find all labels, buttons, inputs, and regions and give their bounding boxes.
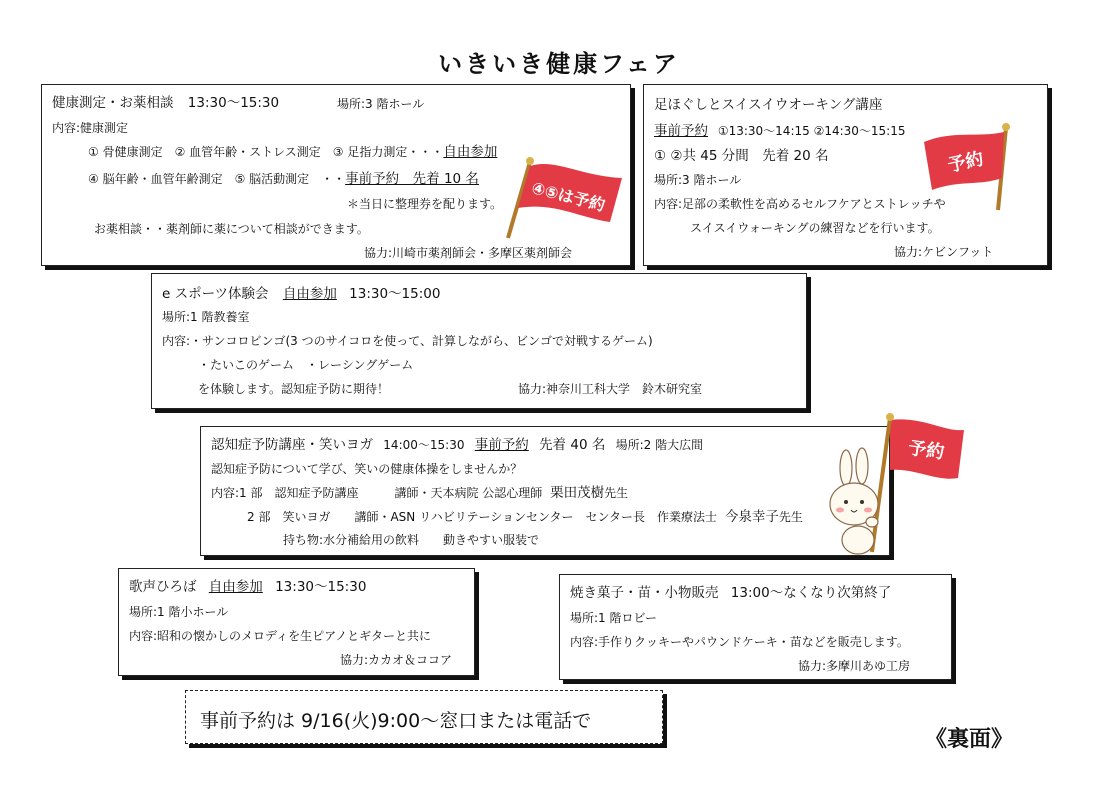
- box1-ticket-note: ＊当日に整理券を配ります。: [347, 197, 503, 211]
- box2-coop: 協力:ケビンフット: [894, 245, 994, 259]
- box4-heading: 認知症予防講座・笑いヨガ: [211, 437, 373, 453]
- box6-place: 場所:1 階ロビー: [570, 611, 658, 625]
- box4-intro: 認知症予防について学び、笑いの健康体操をしませんか？: [211, 462, 523, 476]
- box1-coop: 協力:川崎市薬剤師会・多摩区薬剤師会: [364, 246, 573, 260]
- box1-heading: 健康測定・お薬相談: [52, 95, 174, 111]
- box3-content2: ・たいこのゲーム ・レーシングゲーム: [198, 358, 414, 372]
- box3-content1: 内容:・サンコロビンゴ(3 つのサイコロを使って、計算しながら、ビンゴで対戦するゲーム): [162, 334, 653, 348]
- box2-duration: ① ②共 45 分間 先着 20 名: [654, 148, 829, 164]
- flag-foot-text: 予約: [945, 148, 986, 177]
- box4-capacity: 先着 40 名: [539, 437, 606, 453]
- box4-time: 14:00〜15:30: [383, 438, 465, 452]
- box1-row2-items: ④ 脳年齢・血管年齢測定 ⑤ 脳活動測定 ・・: [88, 172, 346, 186]
- box3-heading: e スポーツ体験会: [162, 286, 269, 302]
- box3-coop: 協力:神奈川工科大学 鈴木研究室: [518, 382, 703, 396]
- rabbit-flag-text: 予約: [906, 437, 946, 464]
- box3-place: 場所:1 階教養室: [162, 310, 250, 324]
- box4-bring: 持ち物:水分補給用の飲料 動きやすい服装で: [283, 533, 540, 547]
- box4-reserve: 事前予約: [474, 437, 529, 453]
- box5-time: 13:30〜15:30: [275, 579, 367, 595]
- box3-content3: を体験します。認知症予防に期待！: [198, 382, 390, 396]
- box5-coop: 協力:カカオ＆ココア: [340, 653, 453, 667]
- dementia-yoga-box: [200, 426, 890, 556]
- box4-part1-suffix: 先生: [604, 486, 629, 500]
- box4-part1: 内容:1 部 認知症予防講座 講師・天本病院 公認心理師: [211, 486, 543, 500]
- flag-45-text: ④⑤は予約: [529, 178, 608, 215]
- reservation-notice: 事前予約は 9/16(火)9:00〜窓口または電話で: [200, 710, 592, 732]
- box1-row2-note: 事前予約 先着 10 名: [345, 171, 479, 187]
- box5-content: 内容:昭和の懐かしのメロディを生ピアノとギターと共に: [129, 629, 432, 643]
- box3-free: 自由参加: [282, 286, 337, 302]
- box5-heading: 歌声ひろば: [129, 579, 197, 595]
- box4-part2-lecturer: 今泉幸子: [724, 509, 779, 525]
- box1-place: 場所:3 階ホール: [337, 97, 425, 111]
- sales-box: [559, 574, 952, 680]
- reservation-flag-45: [500, 150, 632, 245]
- box2-place: 場所:3 階ホール: [654, 173, 742, 187]
- box1-time: 13:30〜15:30: [187, 95, 280, 111]
- esports-box: [151, 273, 807, 409]
- box2-reserve: 事前予約: [654, 123, 708, 139]
- rabbit-flag-illustration: [828, 412, 968, 560]
- box2-content1: 内容:足部の柔軟性を高めるセルフケアとストレッチや: [654, 197, 946, 211]
- singing-box: [118, 568, 475, 676]
- box2-content2: スイスイウォーキングの練習などを行います。: [690, 221, 940, 235]
- box4-part1-lecturer: 栗田茂樹: [550, 485, 605, 501]
- box5-free: 自由参加: [208, 579, 263, 595]
- box6-content: 内容:手作りクッキーやパウンドケーキ・苗などを販売します。: [570, 635, 909, 649]
- box3-time: 13:30〜15:00: [349, 286, 441, 302]
- back-side-label: 《裏面》: [925, 727, 1014, 752]
- box6-heading: 焼き菓子・苗・小物販売: [570, 585, 719, 601]
- box1-content-label: 内容:健康測定: [52, 121, 129, 135]
- box2-heading: 足ほぐしとスイスイウオーキング講座: [654, 97, 883, 113]
- box4-place: 場所:2 階大広間: [615, 438, 704, 452]
- box4-part2: 2 部 笑いヨガ 講師・ASN リハビリテーションセンター センター長 作業療法士: [247, 510, 718, 524]
- box4-part2-suffix: 先生: [778, 510, 803, 524]
- box5-place: 場所:1 階小ホール: [129, 605, 229, 619]
- box1-row1-items: ① 骨健康測定 ② 血管年齢・ストレス測定 ③ 足指力測定・・・: [88, 145, 444, 159]
- box1-consult: お薬相談・・薬剤師に薬について相談ができます。: [94, 222, 369, 236]
- reservation-flag-foot: [918, 120, 1023, 215]
- reservation-notice-box: [185, 690, 663, 744]
- box1-row1-note: 自由参加: [443, 144, 498, 160]
- box6-time: 13:00〜なくなり次第終了: [730, 585, 892, 601]
- box6-coop: 協力:多摩川あゆ工房: [798, 659, 911, 673]
- box2-times: ①13:30〜14:15 ②14:30〜15:15: [717, 124, 906, 138]
- page-title: いきいき健康フェア: [438, 50, 680, 78]
